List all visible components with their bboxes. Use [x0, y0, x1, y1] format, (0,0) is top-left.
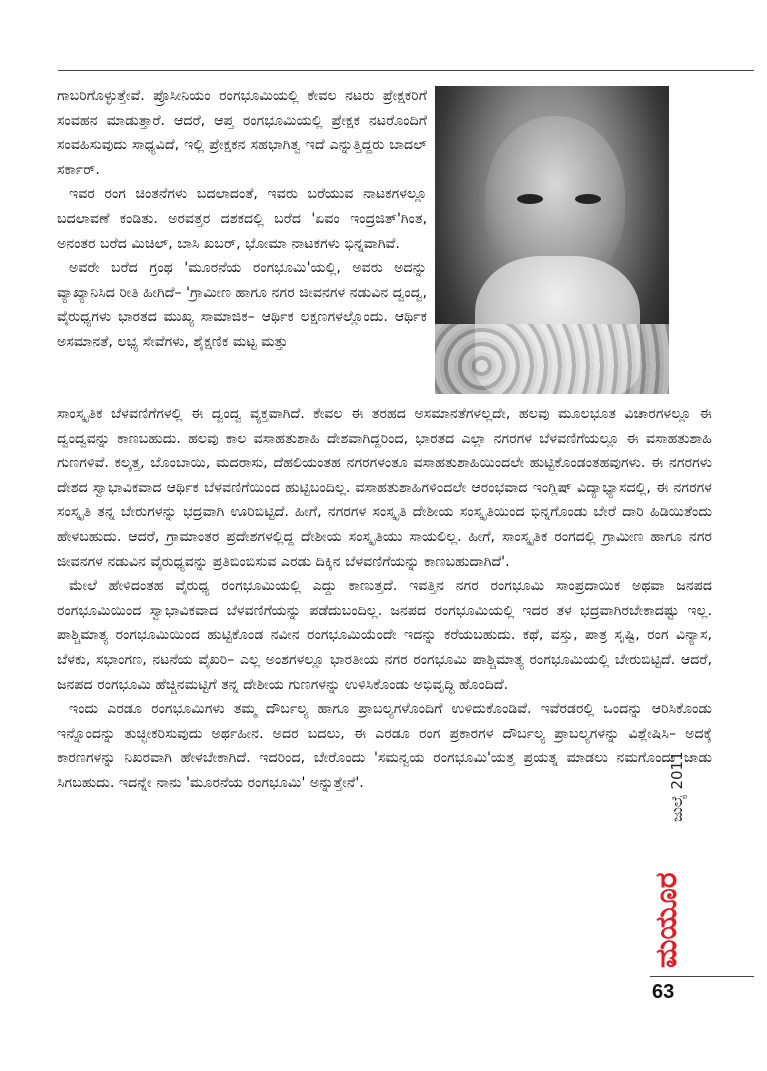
portrait-photo: [435, 86, 669, 394]
paragraph: ಇವರ ರಂಗ ಚಿಂತನೆಗಳು ಬದಲಾದಂತೆ, ಇವರು ಬರೆಯುವ ನಾಟಕಗಳಲ್ಲೂ ಬದಲಾವಣೆ ಕಂಡಿತು. ಅರವತ್ತರ ದಶಕದಲ್ಲಿ ಬರೆದ 'ಏವಂ ಇಂದ್ರಜಿತ್'ಗಿಂತ, ಅನಂತರ ಬರೆದ ಮಿಚಿಲ್, ಬಾಸಿ ಖಬರ್, ಭೋಮಾ ನಾಟಕಗಳು ಭಿನ್ನವಾಗಿವೆ.: [57, 186, 427, 252]
paragraph: ಅವರೇ ಬರೆದ ಗ್ರಂಥ 'ಮೂರನೆಯ ರಂಗಭೂಮಿ'ಯಲ್ಲಿ, ಅವರು ಅದನ್ನು ವ್ಯಾಖ್ಯಾನಿಸಿದ ರೀತಿ ಹೀಗಿದೆ– 'ಗ್ರಾಮೀಣ ಹಾಗೂ ನಗರ ಜೀವನಗಳ ನಡುವಿನ ದ್ವಂದ್ವ, ವೈರುಧ್ಯಗಳು ಭಾರತದ ಮುಖ್ಯ ಸಾಮಾಜಿಕ– ಆರ್ಥಿಕ ಲಕ್ಷಣಗಳಲ್ಲೊಂದು. ಆರ್ಥಿಕ ಅಸಮಾನತೆ, ಲಭ್ಯ ಸೇವೆಗಳು, ಶೈಕ್ಷಣಿಕ ಮಟ್ಟ ಮತ್ತು: [57, 260, 427, 350]
paragraph: ಇಂದು ಎರಡೂ ರಂಗಭೂಮಿಗಳು ತಮ್ಮ ದೌರ್ಬಲ್ಯ ಹಾಗೂ ಪ್ರಾಬಲ್ಯಗಳೊಂದಿಗೆ ಉಳಿದುಕೊಂಡಿವೆ. ಇವೆರಡರಲ್ಲಿ ಒಂದನ್ನು ಆರಿಸಿಕೊಂಡು ಇನ್ನೊಂದನ್ನು ತುಚ್ಛೀಕರಿಸುವುದು ಅರ್ಥಹೀನ. ಅದರ ಬದಲು, ಈ ಎರಡೂ ರಂಗ ಪ್ರಕಾರಗಳ ದೌರ್ಬಲ್ಯ ಪ್ರಾಬಲ್ಯಗಳನ್ನು ವಿಶ್ಲೇಷಿಸಿ– ಅದಕ್ಕೆ ಕಾರಣಗಳನ್ನು ನಿಖರವಾಗಿ ಹೇಳಬೇಕಾಗಿದೆ. ಇದರಿಂದ, ಬೇರೊಂದು 'ಸಮನ್ವಯ ರಂಗಭೂಮಿ'ಯತ್ತ ಪ್ರಯತ್ನ ಮಾಡಲು ನಮಗೊಂದು ಜಾಡು ಸಿಗಬಹುದು. ಇದನ್ನೇ ನಾನು 'ಮೂರನೆಯ ರಂಗಭೂಮಿ' ಅನ್ನುತ್ತೇನೆ'.: [57, 701, 712, 791]
paragraph: ಸಾಂಸ್ಕೃತಿಕ ಬೆಳವಣಿಗೆಗಳಲ್ಲಿ ಈ ದ್ವಂದ್ವ ವ್ಯಕ್ತವಾಗಿದೆ. ಕೇವಲ ಈ ತರಹದ ಅಸಮಾನತೆಗಳಲ್ಲದೇ, ಹಲವು ಮೂಲಭೂತ ವಿಚಾರಗಳಲ್ಲೂ ಈ ದ್ವಂದ್ವವನ್ನು ಕಾಣಬಹುದು. ಹಲವು ಕಾಲ ವಸಾಹತುಶಾಹಿ ದೇಶವಾಗಿದ್ದರಿಂದ, ಭಾರತದ ಎಲ್ಲಾ ನಗರಗಳ ಬೆಳವಣಿಗೆಯಲ್ಲೂ ಈ ವಸಾಹತುಶಾಹಿ ಗುಣಗಳಿವೆ. ಕಲ್ಕತ್ತ, ಬೊಂಬಾಯಿ, ಮದರಾಸು, ದೆಹಲಿಯಂತಹ ನಗರಗಳಂತೂ ವಸಾಹತುಶಾಹಿಯಿಂದಲೇ ಹುಟ್ಟಿಕೊಂಡಂತಹವುಗಳು. ಈ ನಗರಗಳು ದೇಶದ ಸ್ವಾಭಾವಿಕವಾದ ಆರ್ಥಿಕ ಬೆಳವಣಿಗೆಯಿಂದ ಹುಟ್ಟಿಬಂದಿಲ್ಲ. ವಸಾಹತುಶಾಹಿಗಳಿಂದಲೇ ಆರಂಭವಾದ ಇಂಗ್ಲಿಷ್ ವಿದ್ಯಾಭ್ಯಾಸದಲ್ಲಿ, ಈ ನಗರಗಳ ಸಂಸ್ಕೃತಿ ತನ್ನ ಬೇರುಗಳನ್ನು ಭದ್ರವಾಗಿ ಊರಿಬಿಟ್ಟಿದೆ. ಹೀಗೆ, ನಗರಗಳ ಸಂಸ್ಕೃತಿ ದೇಶೀಯ ಸಂಸ್ಕೃತಿಯಿಂದ ಭಿನ್ನಗೊಂಡು ಬೇರೆ ದಾರಿ ಹಿಡಿಯಿತೆಂದು ಹೇಳಬಹುದು. ಆದರೆ, ಗ್ರಾಮಾಂತರ ಪ್ರದೇಶಗಳಲ್ಲಿದ್ದ ದೇಶೀಯ ಸಂಸ್ಕೃತಿಯು ಸಾಯಲಿಲ್ಲ. ಹೀಗೆ, ಸಾಂಸ್ಕೃತಿಕ ರಂಗದಲ್ಲಿ ಗ್ರಾಮೀಣ ಹಾಗೂ ನಗರ ಜೀವನಗಳ ನಡುವಿನ ವೈರುಧ್ಯವನ್ನು ಪ್ರತಿಬಿಂಬಿಸುವ ಎರಡು ದಿಕ್ಕಿನ ಬೆಳವಣಿಗೆಯನ್ನು ಕಾಣಬಹುದಾಗಿದೆ'.: [57, 406, 712, 570]
portrait-eye-left: [517, 194, 543, 204]
page-number: 63: [652, 981, 675, 1003]
portrait-eye-right: [575, 194, 601, 204]
issue-date: ಜುಲೈ 2011: [668, 751, 686, 822]
wide-column: [57, 402, 712, 796]
paragraph: ಗಾಬರಿಗೊಳ್ಳುತ್ತೇವೆ. ಪ್ರೊಸೀನಿಯಂ ರಂಗಭೂಮಿಯಲ್ಲಿ ಕೇವಲ ನಟರು ಪ್ರೇಕ್ಷಕರಿಗೆ ಸಂವಹನ ಮಾಡುತ್ತಾರೆ. ಆದರೆ, ಆಪ್ತ ರಂಗಭೂಮಿಯಲ್ಲಿ ಪ್ರೇಕ್ಷಕ ನಟರೊಂದಿಗೆ ಸಂವಹಿಸುವುದು ಸಾಧ್ಯವಿದೆ, ಇಲ್ಲಿ ಪ್ರೇಕ್ಷಕನ ಸಹಭಾಗಿತ್ವ ಇದೆ ಎನ್ನುತ್ತಿದ್ದರು ಬಾದಲ್ ಸರ್ಕಾರ್.: [57, 88, 427, 178]
footer-rule: [650, 976, 754, 977]
paragraph: ಮೇಲೆ ಹೇಳಿದಂತಹ ವೈರುಧ್ಯ ರಂಗಭೂಮಿಯಲ್ಲಿ ಎದ್ದು ಕಾಣುತ್ತದೆ. ಇವತ್ತಿನ ನಗರ ರಂಗಭೂಮಿ ಸಾಂಪ್ರದಾಯಿಕ ಅಥವಾ ಜನಪದ ರಂಗಭೂಮಿಯಿಂದ ಸ್ವಾಭಾವಿಕವಾದ ಬೆಳವಣಿಗೆಯನ್ನು ಪಡೆದುಬಂದಿಲ್ಲ. ಜನಪದ ರಂಗಭೂಮಿಯಲ್ಲಿ ಇದರ ತಳ ಭದ್ರವಾಗಿರಬೇಕಾದಷ್ಟು ಇಲ್ಲ. ಪಾಶ್ಚಿಮಾತ್ಯ ರಂಗಭೂಮಿಯಿಂದ ಹುಟ್ಟಿಕೊಂಡ ನವೀನ ರಂಗಭೂಮಿಯೆಂದೇ ಇದನ್ನು ಕರೆಯಬಹುದು. ಕಥೆ, ವಸ್ತು, ಪಾತ್ರ ಸೃಷ್ಟಿ, ರಂಗ ವಿನ್ಯಾಸ, ಬೆಳಕು, ಸಭಾಂಗಣ, ನಟನೆಯ ವೈಖರಿ– ಎಲ್ಲ ಅಂಶಗಳಲ್ಲೂ ಭಾರತೀಯ ನಗರ ರಂಗಭೂಮಿ ಪಾಶ್ಚಿಮಾತ್ಯ ರಂಗಭೂಮಿಯಲ್ಲಿ ಬೇರುಬಿಟ್ಟಿದೆ. ಆದರೆ, ಜನಪದ ರಂಗಭೂಮಿ ಹೆಚ್ಚಿನಮಟ್ಟಿಗೆ ತನ್ನ ದೇಶೀಯ ಗುಣಗಳನ್ನು ಉಳಿಸಿಕೊಂಡು ಅಭಿವೃದ್ಧಿ ಹೊಂದಿದೆ.: [57, 578, 712, 693]
portrait-garland: [435, 324, 669, 394]
magazine-logo: ಮಯೂರ: [649, 872, 684, 968]
top-rule: [58, 70, 754, 71]
narrow-column: [57, 84, 427, 355]
